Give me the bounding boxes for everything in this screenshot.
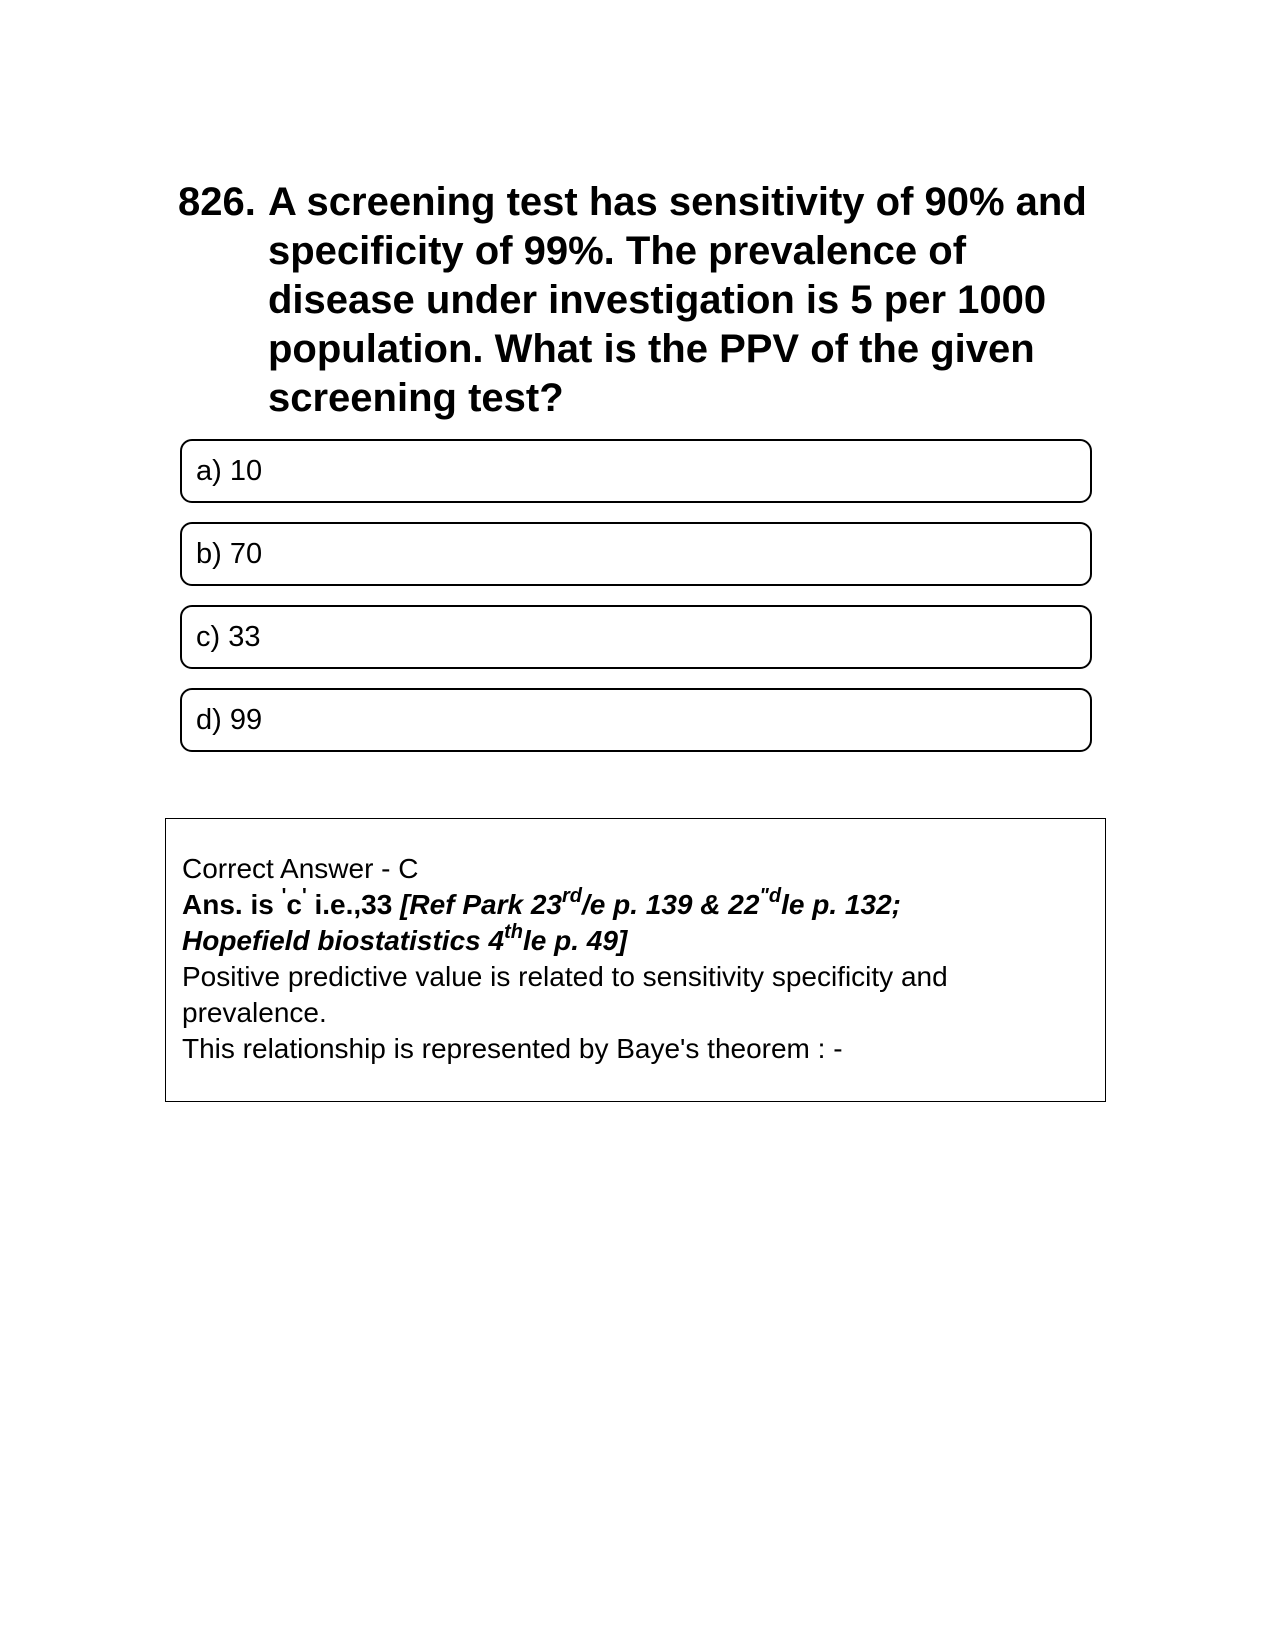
answer-box [165, 818, 1106, 1102]
question [178, 178, 1098, 423]
option-b[interactable]: b) 70 [180, 522, 1092, 586]
answer-tick-close: ' [301, 885, 307, 907]
option-a[interactable]: a) 10 [180, 439, 1092, 503]
reference-sup-1: rd [561, 885, 582, 907]
answer-reference-line-1 [182, 887, 1089, 923]
reference-part-1: [Ref Park 23 [400, 889, 562, 920]
reference-part-5: le p. 49] [522, 925, 628, 956]
correct-answer-line: Correct Answer - C [182, 853, 419, 884]
answer-reference-line-2 [182, 923, 1089, 959]
answer-value: i.e.,33 [306, 889, 401, 920]
reference-part-2: /e p. 139 & 22 [581, 889, 760, 920]
explanation-line-1: Positive predictive value is related to sensitivity specificity and prevalence. [182, 961, 948, 1028]
option-c[interactable]: c) 33 [180, 605, 1092, 669]
question-text: A screening test has sensitivity of 90% and specificity of 99%. The prevalence of disease under investigation is 5 per 1000 population. What is the PPV of the given screening test? [268, 180, 1087, 420]
answer-letter: c [286, 889, 302, 920]
reference-sup-2: "d [759, 885, 782, 907]
explanation-line-2: This relationship is represented by Baye's theorem : - [182, 1033, 843, 1064]
answer-tick-open: ' [281, 885, 287, 907]
reference-sup-3: th [504, 921, 523, 943]
question-number: 826. [178, 180, 256, 224]
reference-part-3: le p. 132; [781, 889, 901, 920]
reference-part-4: Hopefield biostatistics 4 [182, 925, 505, 956]
option-d[interactable]: d) 99 [180, 688, 1092, 752]
answer-prefix: Ans. is [182, 889, 282, 920]
